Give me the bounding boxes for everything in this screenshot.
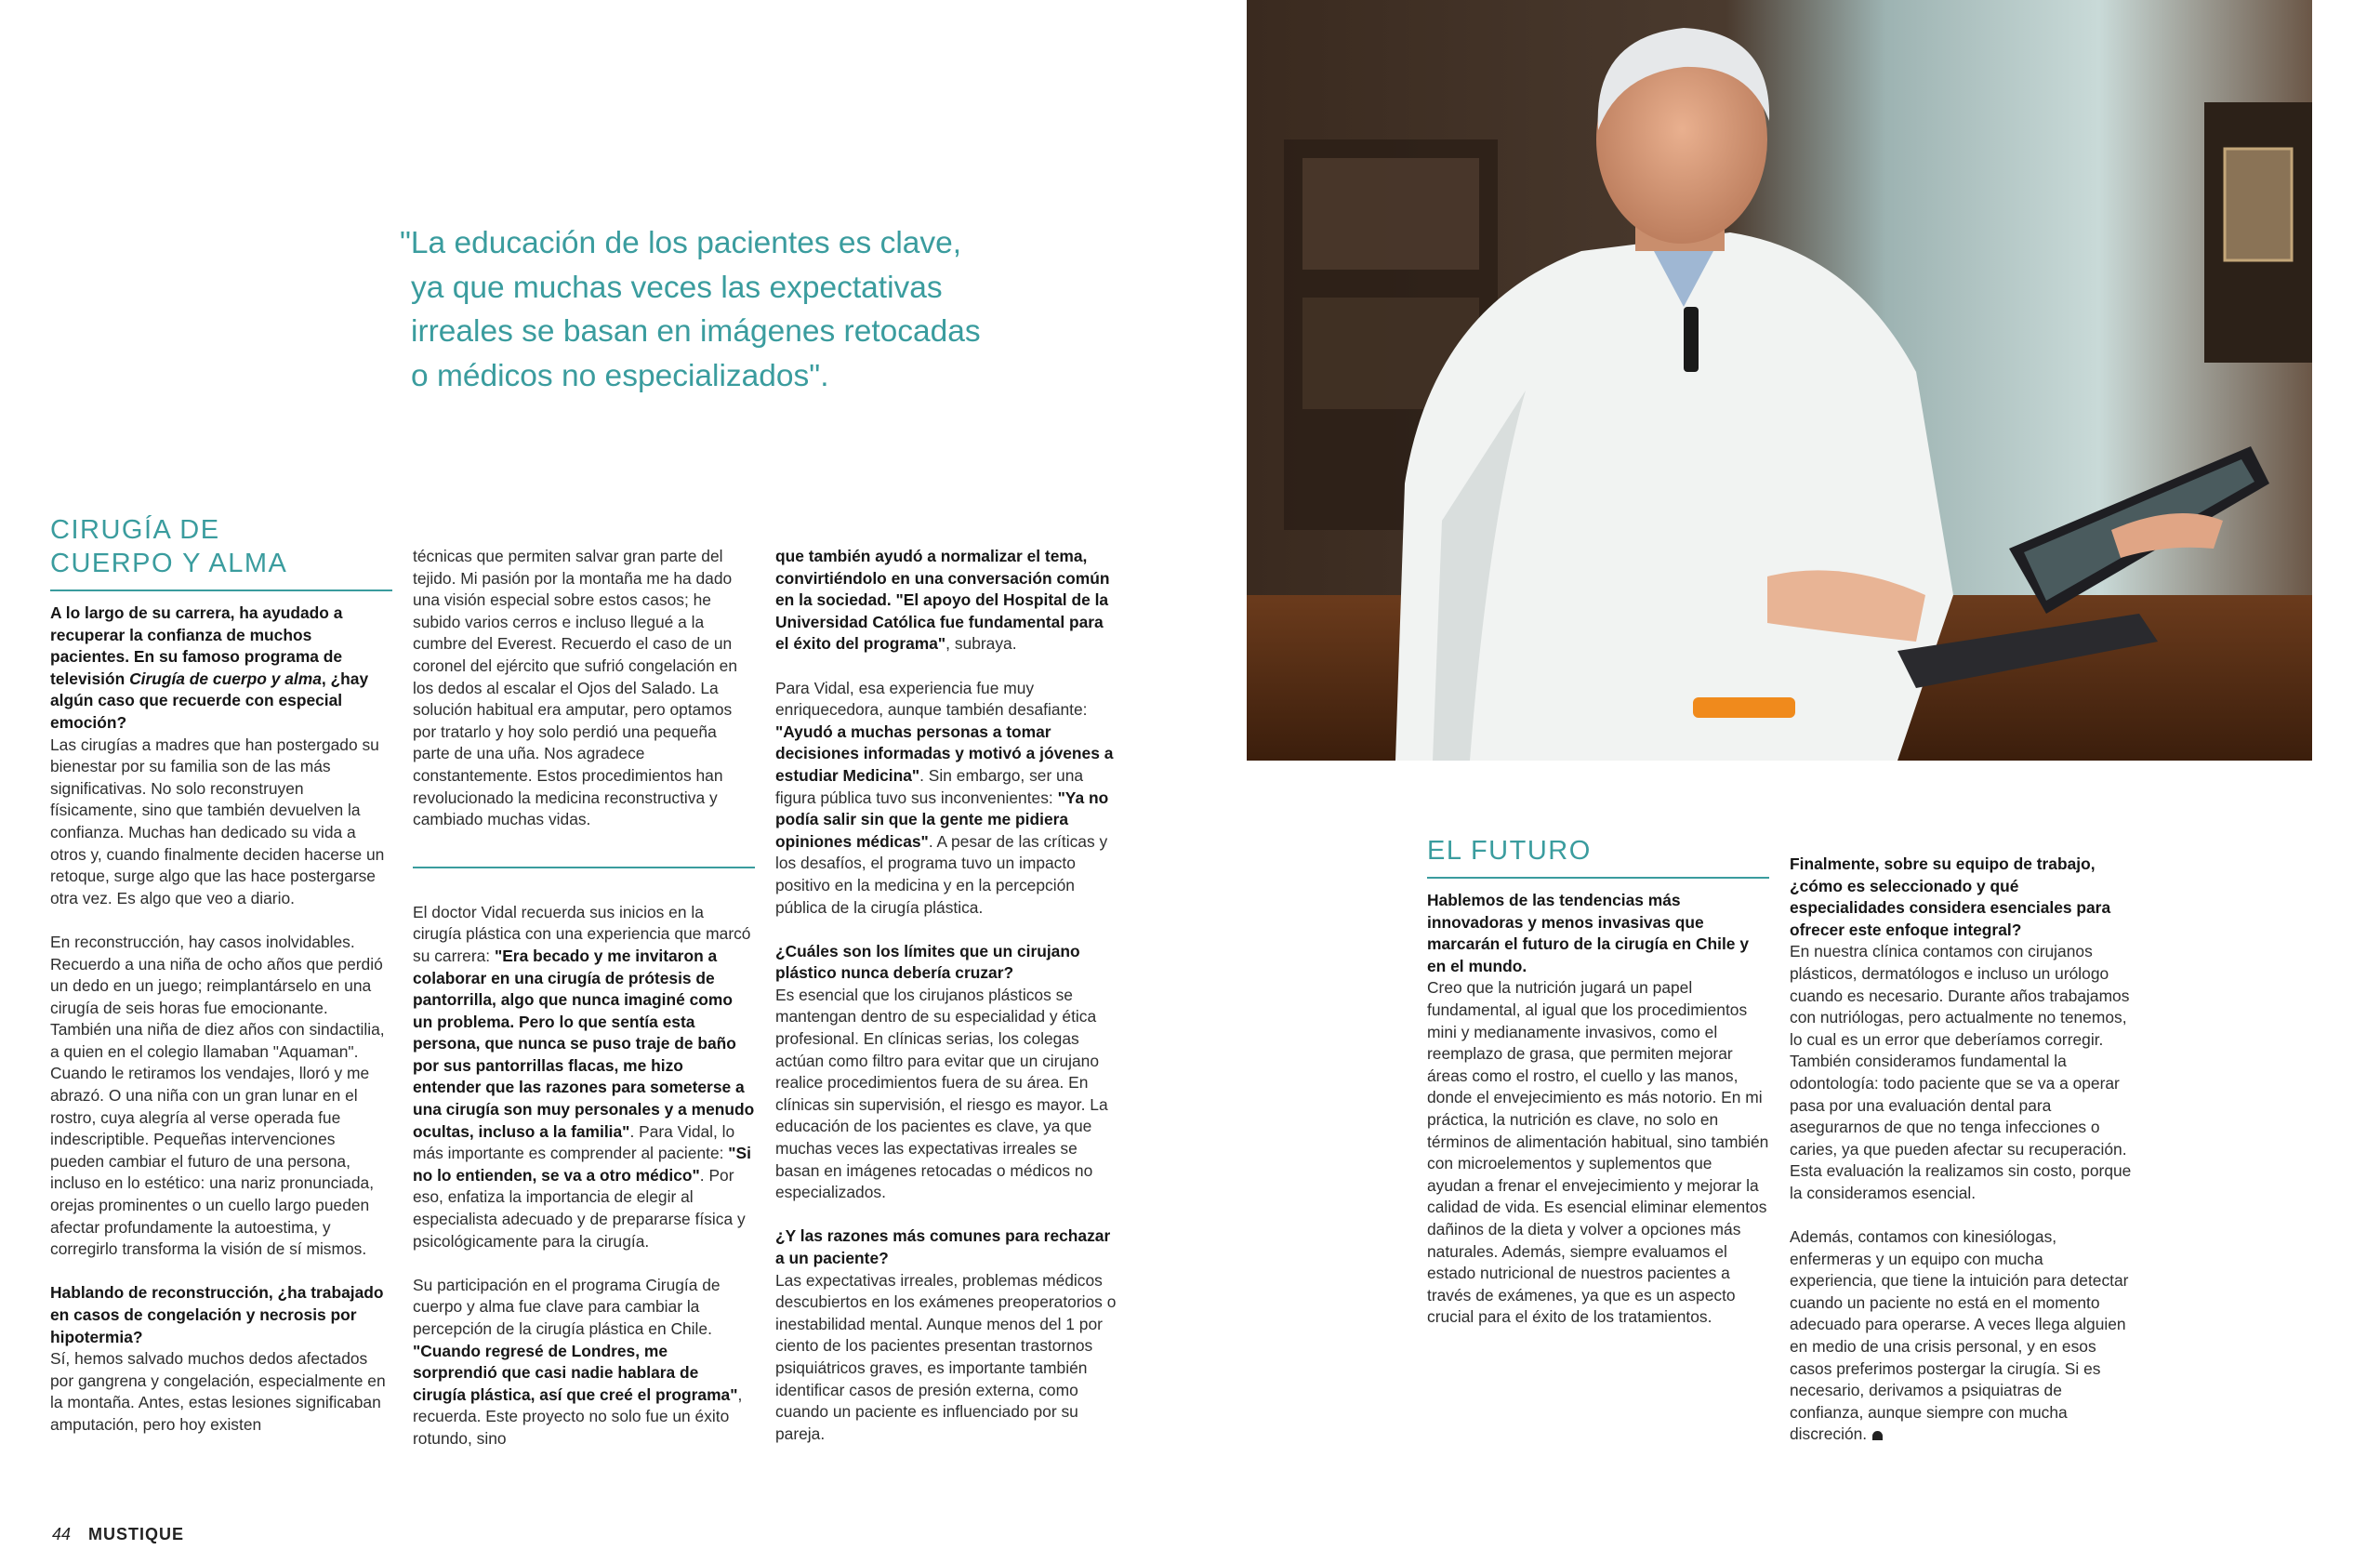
section-title-futuro: EL FUTURO xyxy=(1427,834,1769,879)
doctor-photo-illustration xyxy=(1247,0,2312,761)
interview-answer: En reconstrucción, hay casos inolvidables. Recuerdo a una niña de ocho años que perdió un dedo en un juego; reimplantárselo en una cirugía de seis horas fue emocionante. También una niña de diez años con sindactilia, a quien en el colegio llamaban "Aquaman". Cuando le retiramos los vendajes, lloró y me abrazó. O una niña con un gran lunar en el rostro, cuya alegría al verse operada fue indescriptible. Pequeñas intervenciones pueden cambiar el futuro de una persona, incluso en lo estético: una nariz pronunciada, orejas prominentes o un cuello largo pueden afectar profundamente la autoestima, y corregirlo transforma la visión de sí mismos. xyxy=(50,932,385,1259)
article-column-1 xyxy=(50,513,392,1437)
interview-answer: Además, contamos con kinesiólogas, enfermeras y un equipo con mucha experiencia, que tiene la intuición para detectar cuando un paciente no está en el momento adecuado para operarse. A veces llega alguien en medio de una crisis personal, y en esos casos preferimos postergar la cirugía. Si es necesario, derivamos a psiquiatras de confianza, aunque siempre con mucha discreción. xyxy=(1790,1227,2129,1444)
interview-question: A lo largo de su carrera, ha ayudado a recuperar la confianza de muchos pacientes. En su famoso programa de televisión Cirugía de cuerpo y alma, ¿hay algún caso que recuerde con especial emoción? xyxy=(50,603,369,732)
body-paragraph: que también ayudó a normalizar el tema, convirtiéndolo en una conversación común en la sociedad. "El apoyo del Hospital de la Universidad Católica fue fundamental para el éxito del programa", subraya. xyxy=(775,547,1110,654)
pull-quote-line: ya que muchas veces las expectativas xyxy=(411,270,943,305)
pull-quote-line: "La educación de los pacientes es clave, xyxy=(400,226,962,260)
interview-answer: En nuestra clínica contamos con cirujanos plásticos, dermatólogos e incluso un urólogo cuando es necesario. Durante años trabajamos con nutriólogas, pero actualmente no tenemos, lo cual es un error que deberíamos corregir. También consideramos fundamental la odontología: todo paciente que se va a operar pasa por una evaluación dental para asegurarnos de que no tenga infecciones o caries, ya que pueden afectar su recuperación. Esta evaluación la realizamos sin costo, porque la consideramos esencial. xyxy=(1790,942,2132,1202)
interview-answer: Las cirugías a madres que han postergado su bienestar por su familia son de las más significativas. No solo reconstruyen físicamente, sino que también devuelven la confianza. Muchas han dedicado su vida a otros y, cuando finalmente deciden hacerse un retoque, surge algo que las hace postergarse otra vez. Es algo que veo a diario. xyxy=(50,735,385,907)
pull-quote-line: irreales se basan en imágenes retocadas xyxy=(411,314,981,349)
end-of-article-icon xyxy=(1872,1431,1883,1440)
article-column-4 xyxy=(1427,834,1769,1329)
doctor-photo xyxy=(1247,0,2312,761)
body-paragraph: Su participación en el programa Cirugía de cuerpo y alma fue clave para cambiar la percepción de la cirugía plástica en Chile. "Cuando regresé de Londres, me sorprendió que casi nadie hablara de cirugía plástica, así que creé el programa", recuerda. Este proyecto no solo fue un éxito rotundo, sino xyxy=(413,1275,743,1448)
program-title: Cirugía de cuerpo y alma xyxy=(129,669,322,688)
interview-answer: Sí, hemos salvado muchos dedos afectados por gangrena y congelación, especialmente en la montaña. Antes, estas lesiones significaban amputación, pero hoy existen xyxy=(50,1349,386,1434)
interview-question: Finalmente, sobre su equipo de trabajo, ¿cómo es seleccionado y qué especialidades considera esenciales para ofrecer este enfoque integral? xyxy=(1790,854,2111,939)
interview-answer: Es esencial que los cirujanos plásticos se mantengan dentro de su especialidad y ética profesional. En clínicas serias, los colegas actúan como filtro para evitar que un cirujano realice procedimientos fuera de su área. En clínicas sin supervisión, el riesgo es mayor. La educación de los pacientes es clave, ya que muchas veces las expectativas irreales se basan en imágenes retocadas o médicos no especializados. xyxy=(775,985,1108,1202)
article-column-2 xyxy=(413,546,755,1450)
page-number: 44 xyxy=(52,1525,72,1543)
section-title-line: CIRUGÍA DE xyxy=(50,515,220,545)
interview-answer: Creo que la nutrición jugará un papel fundamental, al igual que los procedimientos mini y medianamente invasivos, como el reemplazo de grasa, que permiten mejorar áreas como el rostro, el cuello y las manos, donde el envejecimiento es más notorio. En mi práctica, la nutrición es clave, no solo en términos de alimentación habitual, sino también con microelementos y suplementos que ayudan a frenar el envejecimiento y mejorar la calidad de vida. Es esencial eliminar elementos dañinos de la dieta y volver a opciones más naturales. Además, siempre evaluamos el estado nutricional de nuestros pacientes a través de exámenes, ya que es un aspecto crucial para el éxito de los tratamientos. xyxy=(1427,978,1769,1327)
interview-question: Hablando de reconstrucción, ¿ha trabajado en casos de congelación y necrosis por hipotermia? xyxy=(50,1283,384,1346)
section-title-cirugia xyxy=(50,513,392,591)
body-paragraph: El doctor Vidal recuerda sus inicios en la cirugía plástica con una experiencia que marcó su carrera: "Era becado y me invitaron a colaborar en una cirugía de prótesis de pantorrilla, algo que nunca imaginé como un problema. Pero lo que sentía esta persona, que nunca se puso traje de baño por sus pantorrillas flacas, me hizo entender que las razones para someterse a una cirugía son muy personales y a menudo ocultas, incluso a la familia". Para Vidal, lo más importante es comprender al paciente: "Si no lo entienden, se va a otro médico". Por eso, enfatiza la importancia de elegir al especialista adecuado y de prepararse física y psicológicamente para la cirugía. xyxy=(413,902,755,1251)
pull-quote xyxy=(400,221,1032,398)
interview-answer: técnicas que permiten salvar gran parte del tejido. Mi pasión por la montaña me ha dado una visión especial sobre estos casos; he subido varios cerros e incluso llegué a la cumbre del Everest. Recuerdo el caso de un coronel del ejército que sufrió congelación en los dedos al escalar el Ojos del Salado. La solución habitual era amputar, pero optamos por tratarlo y hoy solo perdió una pequeña parte de una uña. Nos agradece constantemente. Estos procedimientos han revolucionado la medicina reconstructiva y cambiado muchas vidas. xyxy=(413,547,738,829)
interview-question: Hablemos de las tendencias más innovadoras y menos invasivas que marcarán el futuro de la cirugía en Chile y en el mundo. xyxy=(1427,891,1749,975)
pull-quote-line: o médicos no especializados". xyxy=(411,358,829,393)
interview-question: ¿Y las razones más comunes para rechazar a un paciente? xyxy=(775,1226,1111,1267)
article-column-5 xyxy=(1790,854,2132,1446)
interview-answer: Las expectativas irreales, problemas médicos descubiertos en los exámenes preoperatorios o inestabilidad mental. Aunque menos del 1 por ciento de los pacientes presentan trastornos psiquiátricos graves, es importante también identificar casos de presión externa, como cuando un paciente es influenciado por su pareja. xyxy=(775,1270,1117,1443)
interview-question: ¿Cuáles son los límites que un cirujano plástico nunca debería cruzar? xyxy=(775,941,1080,983)
magazine-logo: MUSTIQUE xyxy=(88,1525,185,1543)
page-footer xyxy=(52,1525,184,1544)
column-divider xyxy=(413,867,755,868)
body-paragraph: Para Vidal, esa experiencia fue muy enriquecedora, aunque también desafiante: "Ayudó a muchas personas a tomar decisiones informadas y motivó a jóvenes a estudiar Medicina". Sin embargo, ser una figura pública tuvo sus inconvenientes: "Ya no podía salir sin que la gente me pidiera opiniones médicas". A pesar de las críticas y los desafíos, el programa tuvo un impacto positivo en la medicina y en la percepción pública de la cirugía plástica. xyxy=(775,678,1114,917)
section-title-line: CUERPO Y ALMA xyxy=(50,549,288,578)
article-column-3 xyxy=(775,546,1117,1445)
